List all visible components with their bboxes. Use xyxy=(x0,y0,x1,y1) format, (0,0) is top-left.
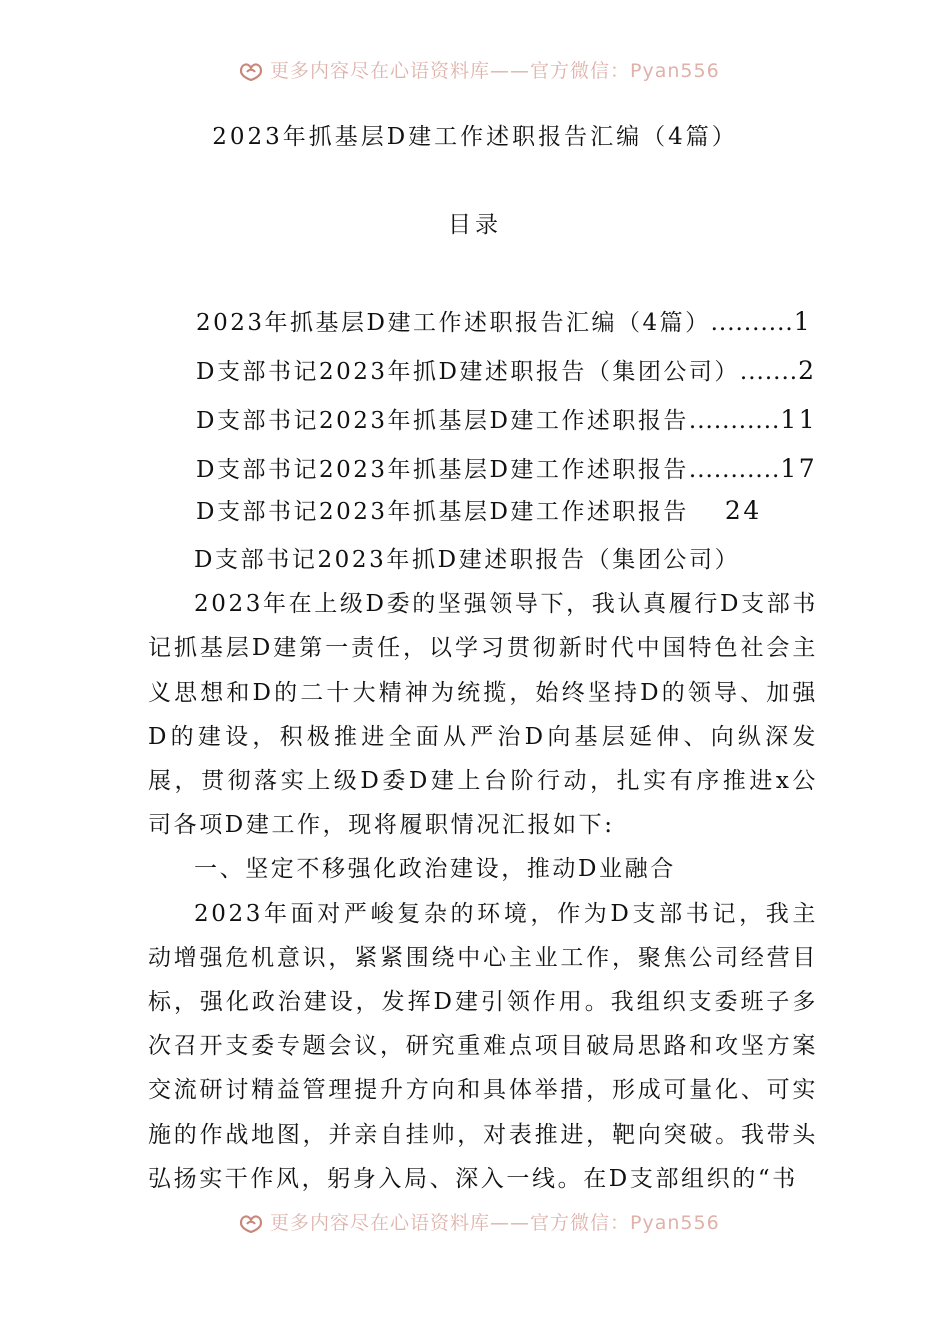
paragraph: 2023年面对严峻复杂的环境，作为D支部书记，我主动增强危机意识，紧紧围绕中心主业工作，聚焦公司经营目标，强化政治建设，发挥D建引领作用。我组织支委班子多次召开支委专题会议，研究重难点项目破局思路和攻坚方案交流研讨精益管理提升方向和具体举措，形成可量化、可实施的作战地图，并亲自挂帅，对表推进，靶向突破。我带头弘扬实干作风，躬身入局、深入一线。在D支部组织的“书 xyxy=(148,900,818,1192)
section-title: D支部书记2023年抓D建述职报告（集团公司） xyxy=(194,547,741,573)
toc-entry[interactable] xyxy=(196,452,816,486)
document-body xyxy=(148,538,818,1201)
toc-entry-page: 2 xyxy=(798,356,817,385)
table-of-contents xyxy=(196,305,816,528)
toc-entry-text: 2023年抓基层D建工作述职报告汇编（4篇） xyxy=(196,310,711,336)
toc-entry-text: D支部书记2023年抓基层D建工作述职报告 xyxy=(196,408,689,434)
toc-entry-dots: ....... xyxy=(739,359,799,385)
toc-entry-page: 1 xyxy=(793,307,813,336)
watermark-text: 更多内容尽在心语资料库——官方微信：Pyan556 xyxy=(270,1212,720,1234)
toc-entry-text: D支部书记2023年抓D建述职报告（集团公司） xyxy=(196,359,740,385)
toc-entry-page: 11 xyxy=(780,405,818,434)
section-heading: 一、坚定不移强化政治建设，推动D业融合 xyxy=(194,856,676,883)
toc-entry-text: D支部书记2023年抓基层D建工作述职报告 xyxy=(196,457,689,483)
toc-entry-dots: ........... xyxy=(688,408,781,434)
toc-entry[interactable] xyxy=(196,305,816,339)
watermark-bottom xyxy=(0,1208,950,1238)
toc-entry-text: D支部书记2023年抓基层D建工作述职报告 xyxy=(196,499,689,525)
toc-entry-dots: .......... xyxy=(710,310,794,336)
heart-leaf-logo-icon xyxy=(238,59,264,81)
toc-heading: 目录 xyxy=(448,212,502,238)
toc-entry[interactable] xyxy=(196,403,816,437)
watermark-top xyxy=(0,56,950,86)
toc-entry[interactable] xyxy=(196,494,816,528)
paragraph: 2023年在上级D委的坚强领导下，我认真履行D支部书记抓基层D建第一责任，以学习贯彻新时代中国特色社会主义思想和D的二十大精神为统揽，始终坚持D的领导、加强D的建设，积极推进全面从严治D向基层延伸、向纵深发展，贯彻落实上级D委D建上台阶行动，扎实有序推进x公司各项D建工作，现将履职情况汇报如下: xyxy=(148,591,818,839)
document-title: 2023年抓基层D建工作述职报告汇编（4篇） xyxy=(212,124,738,150)
toc-entry-dots: ........... xyxy=(688,457,781,483)
watermark-text: 更多内容尽在心语资料库——官方微信：Pyan556 xyxy=(270,60,720,82)
toc-entry-page: 17 xyxy=(780,454,818,483)
heart-leaf-logo-icon xyxy=(238,1211,264,1233)
toc-entry[interactable] xyxy=(196,354,816,388)
toc-entry-page: 24 xyxy=(724,496,762,525)
